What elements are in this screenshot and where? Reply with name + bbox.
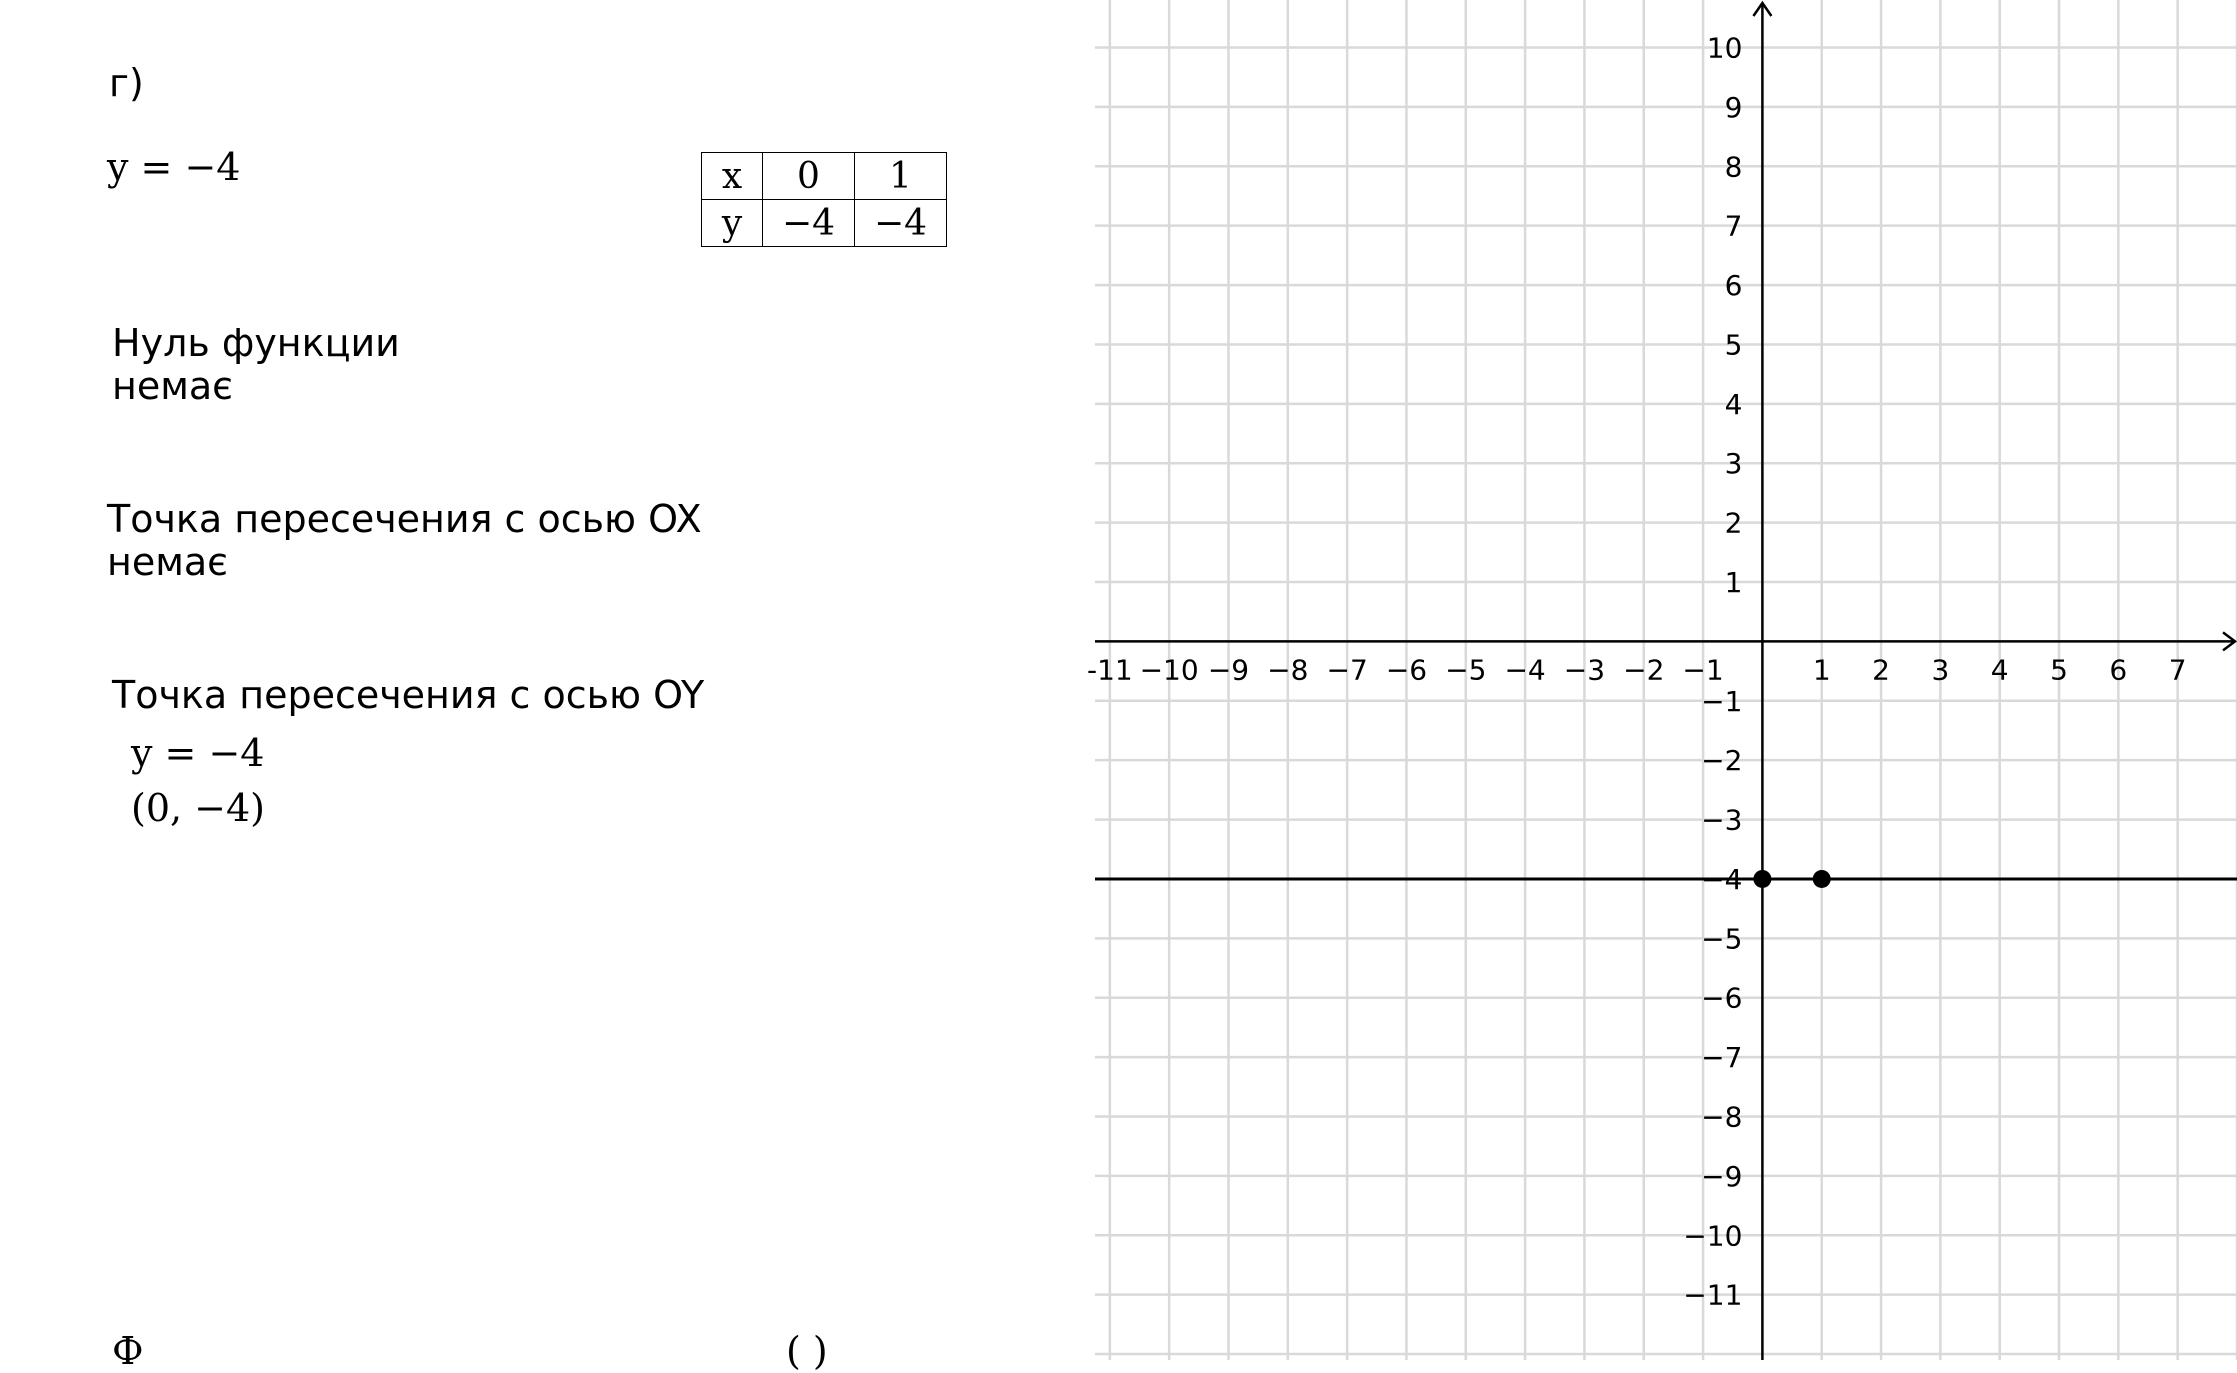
y-tick-label: −10 xyxy=(1683,1219,1743,1253)
y-tick-label: −6 xyxy=(1701,981,1743,1015)
cut-off-text: Ф xyxy=(112,1329,144,1373)
table-cell: x xyxy=(702,153,763,200)
y-tick-label: −4 xyxy=(1701,862,1743,896)
x-tick-label: 3 xyxy=(1931,653,1950,687)
y-tick-label: −1 xyxy=(1701,684,1743,718)
y-tick-label: 9 xyxy=(1724,90,1743,124)
table-cell: −4 xyxy=(763,200,855,247)
y-tick-label: −3 xyxy=(1701,803,1743,837)
x-tick-label: −4 xyxy=(1504,653,1546,687)
y-tick-label: −8 xyxy=(1701,1100,1743,1134)
x-tick-label: −7 xyxy=(1326,653,1368,687)
graph-canvas[interactable] xyxy=(1086,0,2237,1360)
oy-intersection-equation: y = −4 xyxy=(131,731,265,775)
x-tick-label: −10 xyxy=(1139,653,1199,687)
y-tick-label: 1 xyxy=(1724,566,1743,600)
graph-point xyxy=(1753,870,1771,888)
x-tick-label: 4 xyxy=(1990,653,2009,687)
zero-heading: Нуль функции xyxy=(112,321,400,365)
x-tick-label: −1 xyxy=(1682,653,1724,687)
y-tick-label: −2 xyxy=(1701,744,1743,778)
y-tick-label: 8 xyxy=(1724,150,1743,184)
table-cell: 0 xyxy=(763,153,855,200)
y-tick-label: 3 xyxy=(1724,447,1743,481)
y-tick-label: −9 xyxy=(1701,1159,1743,1193)
x-tick-label: −3 xyxy=(1563,653,1606,687)
oy-intersection-heading: Точка пересечения с осью OY xyxy=(112,673,705,717)
y-tick-label: 10 xyxy=(1706,31,1743,65)
x-tick-label: −2 xyxy=(1623,653,1665,687)
x-tick-label: 1 xyxy=(1812,653,1831,687)
function-equation: y = −4 xyxy=(107,145,241,189)
x-tick-label: -11 xyxy=(1086,653,1133,687)
x-tick-label: 5 xyxy=(2050,653,2068,687)
y-tick-label: 7 xyxy=(1724,209,1743,243)
table-row xyxy=(702,200,947,247)
oy-intersection-point: (0, −4) xyxy=(131,786,266,830)
table-cell: y xyxy=(702,200,763,247)
graph-point xyxy=(1813,870,1831,888)
task-label: г) xyxy=(109,61,144,105)
y-tick-label: −5 xyxy=(1701,922,1743,956)
y-tick-label: −7 xyxy=(1701,1041,1743,1075)
table-cell: 1 xyxy=(855,153,947,200)
zero-value: немає xyxy=(112,364,234,408)
x-tick-label: 7 xyxy=(2168,653,2187,687)
y-tick-label: −11 xyxy=(1683,1278,1743,1312)
table-row xyxy=(702,153,947,200)
x-tick-label: −6 xyxy=(1385,653,1428,687)
ox-intersection-heading: Точка пересечения с осью OX xyxy=(107,497,702,541)
x-tick-label: −5 xyxy=(1445,653,1487,687)
value-table xyxy=(701,152,947,247)
x-tick-label: −9 xyxy=(1207,653,1250,687)
x-tick-label: −8 xyxy=(1267,653,1309,687)
x-tick-label: 2 xyxy=(1872,653,1890,687)
y-tick-label: 5 xyxy=(1724,328,1743,362)
coordinate-plane[interactable] xyxy=(1086,0,2237,1360)
ox-intersection-value: немає xyxy=(107,540,229,584)
x-tick-label: 6 xyxy=(2109,653,2128,687)
cut-off-text: ( ) xyxy=(786,1329,828,1373)
table-cell: −4 xyxy=(855,200,947,247)
y-tick-label: 4 xyxy=(1724,387,1743,421)
y-tick-label: 2 xyxy=(1724,506,1743,540)
y-tick-label: 6 xyxy=(1724,269,1743,303)
notes-panel xyxy=(0,0,1095,1373)
